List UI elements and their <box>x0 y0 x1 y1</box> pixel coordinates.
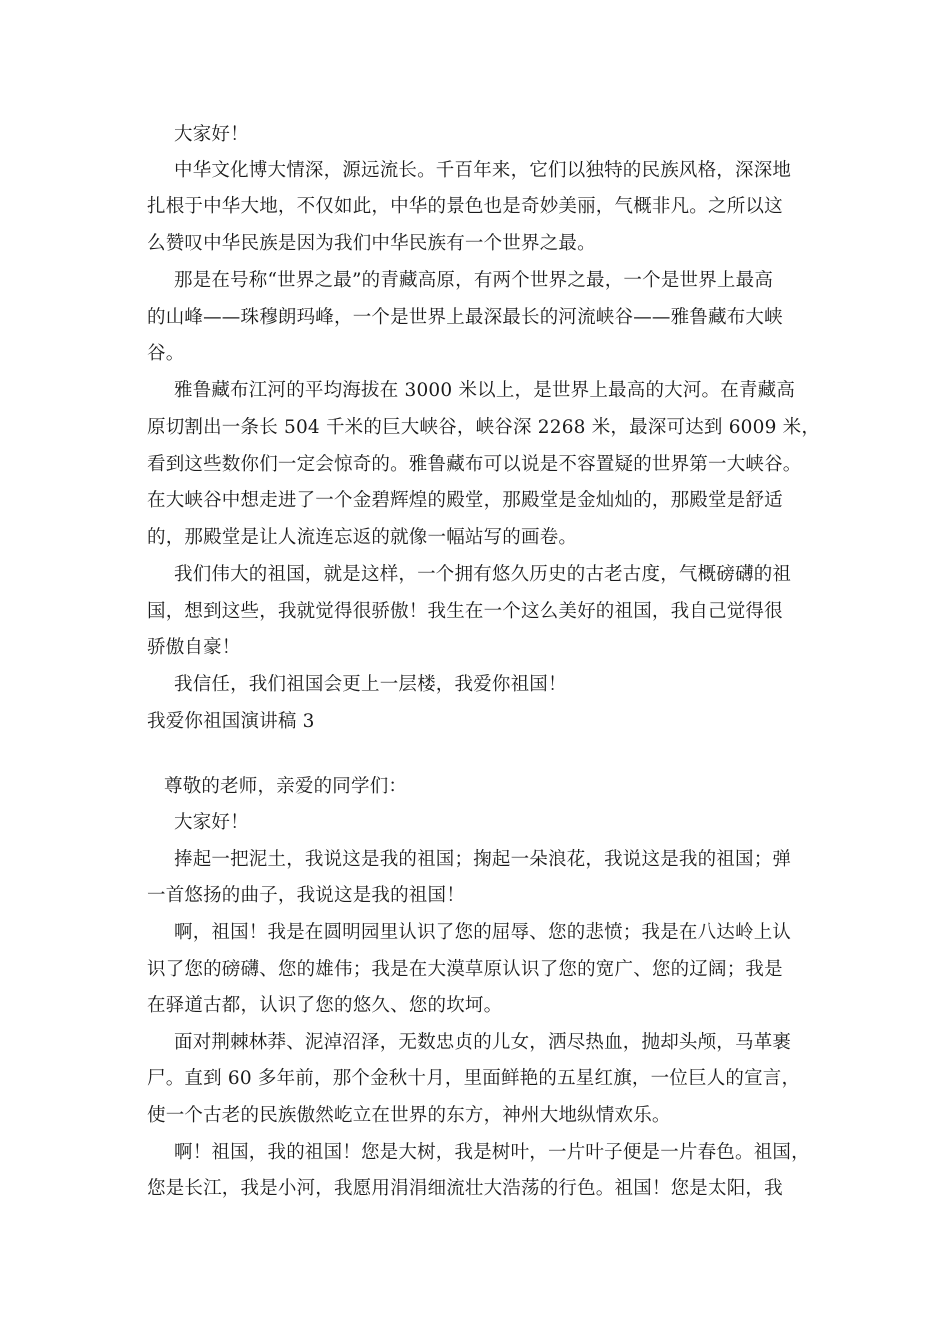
paragraph-line: 捧起一把泥土，我说这是我的祖国；掬起一朵浪花，我说这是我的祖国；弹 <box>174 849 792 870</box>
paragraph-line: 尸。直到 60 多年前，那个金秋十月，里面鲜艳的五星红旗，一位巨人的宣言， <box>147 1068 801 1089</box>
paragraph-line: 面对荆棘林莽、泥淖沼泽，无数忠贞的儿女，洒尽热血，抛却头颅，马革裹 <box>174 1032 792 1053</box>
paragraph-line: 在驿道古都，认识了您的悠久、您的坎坷。 <box>147 995 503 1016</box>
paragraph-line: 国，想到这些，我就觉得很骄傲！我生在一个这么美好的祖国，我自己觉得很 <box>147 601 783 622</box>
paragraph-line: 谷。 <box>147 343 185 364</box>
paragraph-line: 中华文化博大情深，源远流长。千百年来，它们以独特的民族风格，深深地 <box>174 160 792 181</box>
paragraph-line: 识了您的磅礴、您的雄伟；我是在大漠草原认识了您的宽广、您的辽阔；我是 <box>147 959 783 980</box>
paragraph-line: 我信任，我们祖国会更上一层楼，我爱你祖国！ <box>174 674 567 695</box>
paragraph-line: 我们伟大的祖国，就是这样，一个拥有悠久历史的古老古度，气概磅礴的祖 <box>174 564 792 585</box>
paragraph-line: 的，那殿堂是让人流连忘返的就像一幅站写的画卷。 <box>147 527 578 548</box>
paragraph-line: 那是在号称“世界之最”的青藏高原，有两个世界之最，一个是世界上最高 <box>174 270 774 291</box>
salutation-line: 尊敬的老师，亲爱的同学们： <box>164 776 408 797</box>
section-heading: 我爱你祖国演讲稿 3 <box>147 711 315 732</box>
greeting-line: 大家好！ <box>174 124 249 145</box>
paragraph-line: 啊！祖国，我的祖国！您是大树，我是树叶，一片叶子便是一片春色。祖国， <box>174 1142 810 1163</box>
paragraph-line: 使一个古老的民族傲然屹立在世界的东方，神州大地纵情欢乐。 <box>147 1105 671 1126</box>
paragraph-line: 么赞叹中华民族是因为我们中华民族有一个世界之最。 <box>147 233 596 254</box>
greeting-line: 大家好！ <box>174 812 249 833</box>
paragraph-line: 扎根于中华大地，不仅如此，中华的景色也是奇妙美丽，气概非凡。之所以这 <box>147 196 783 217</box>
paragraph-line: 您是长江，我是小河，我愿用涓涓细流壮大浩荡的行色。祖国！您是太阳，我 <box>147 1178 783 1199</box>
paragraph-line: 的山峰——珠穆朗玛峰，一个是世界上最深最长的河流峡谷——雅鲁藏布大峡 <box>147 307 783 328</box>
paragraph-line: 雅鲁藏布江河的平均海拔在 3000 米以上，是世界上最高的大河。在青藏高 <box>174 380 796 401</box>
paragraph-line: 一首悠扬的曲子，我说这是我的祖国！ <box>147 885 465 906</box>
paragraph-line: 骄傲自豪！ <box>147 637 241 658</box>
paragraph-line: 原切割出一条长 504 千米的巨大峡谷，峡谷深 2268 米，最深可达到 6009 米， <box>147 417 821 438</box>
paragraph-line: 看到这些数你们一定会惊奇的。雅鲁藏布可以说是不容置疑的世界第一大峡谷。 <box>147 454 802 475</box>
paragraph-line: 在大峡谷中想走进了一个金碧辉煌的殿堂，那殿堂是金灿灿的，那殿堂是舒适 <box>147 490 783 511</box>
paragraph-line: 啊，祖国！我是在圆明园里认识了您的屈辱、您的悲愤；我是在八达岭上认 <box>174 922 792 943</box>
